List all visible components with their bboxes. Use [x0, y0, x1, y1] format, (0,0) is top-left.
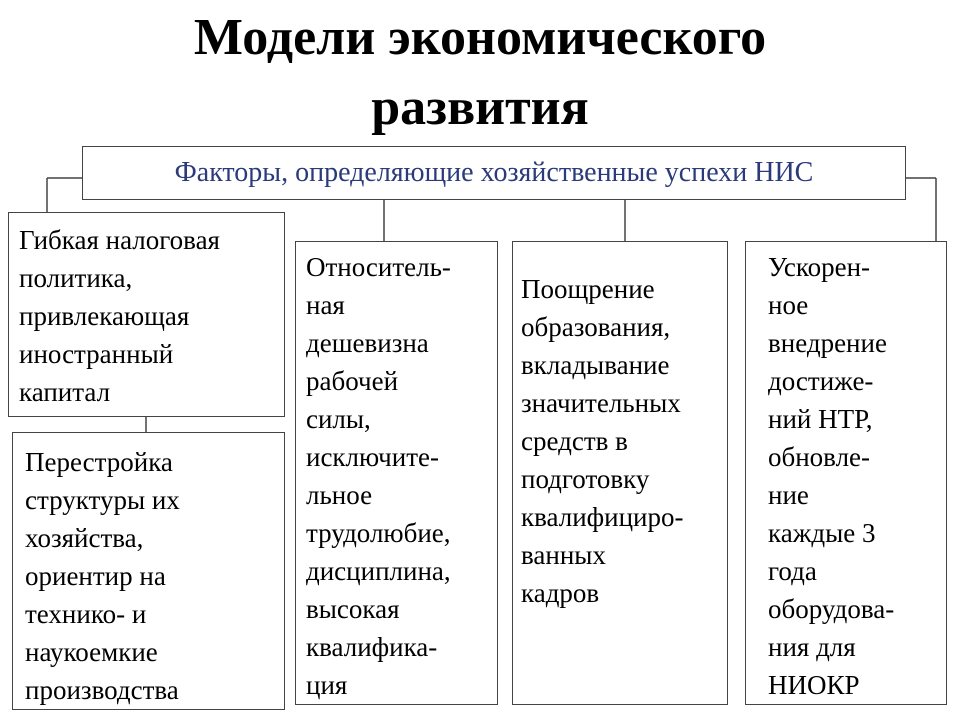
factor-box-tax-policy — [8, 212, 285, 417]
factor-text-ntr: Ускорен- ное внедрение достиже- ний НТР, обновле- ние каждые 3 года оборудова- ния для НИОКР — [768, 252, 895, 700]
factors-header-box — [82, 146, 906, 200]
factors-header-text: Факторы, определяющие хозяйственные успехи НИС — [174, 157, 814, 188]
factor-text-cheap-labor: Относитель- ная дешевизна рабочей силы, исключите- льное трудолюбие, дисциплина, высокая квалифика- ция — [306, 252, 451, 700]
factor-box-ntr — [745, 241, 947, 705]
factor-text-tax-policy: Гибкая налоговая политика, привлекающая иностранный капитал — [19, 225, 220, 407]
factor-box-restructuring — [12, 432, 285, 710]
title-line-1: Модели экономического — [193, 9, 767, 66]
title-line-2: развития — [371, 79, 589, 136]
factor-text-education: Поощрение образования, вкладывание значительных средств в подготовку квалифициро- ванных кадров — [521, 274, 684, 608]
factor-box-cheap-labor — [295, 241, 498, 705]
factor-box-education — [512, 241, 728, 705]
factor-text-restructuring: Перестройка структуры их хозяйства, ориентир на технико- и наукоемкие производства — [25, 447, 180, 705]
